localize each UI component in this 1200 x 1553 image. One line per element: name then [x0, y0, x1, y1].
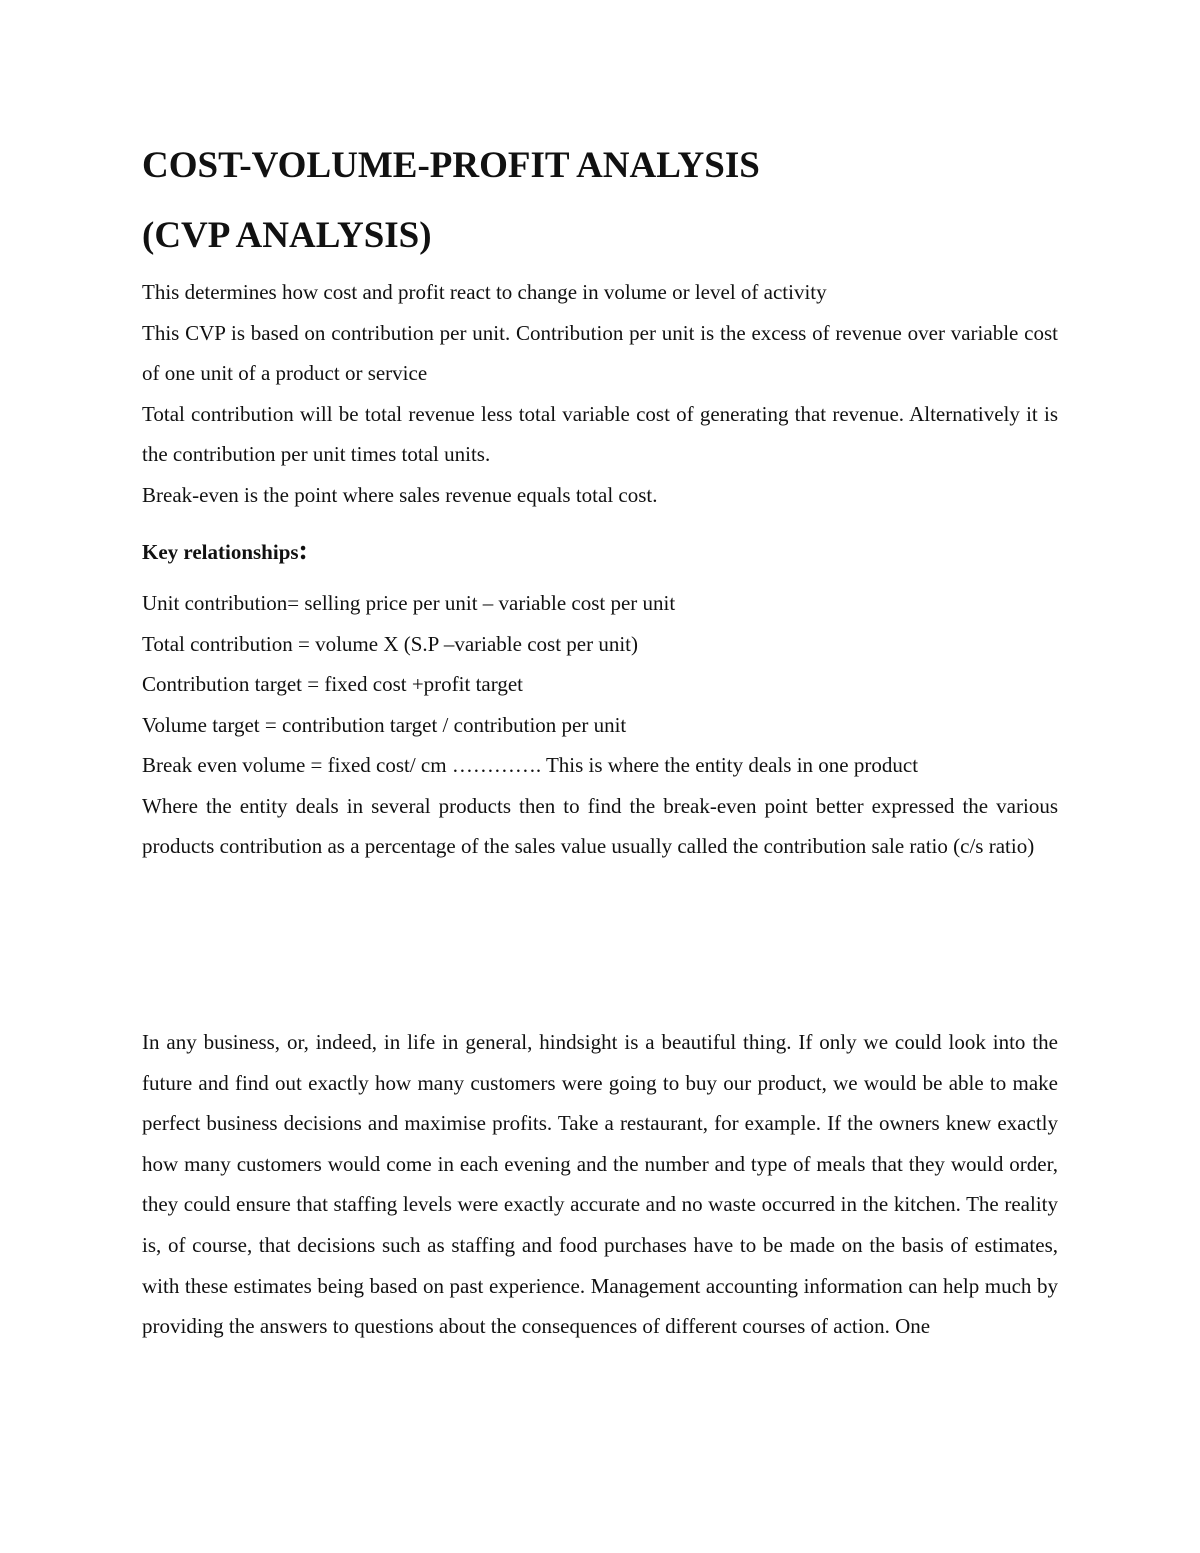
relationship-line: Total contribution = volume X (S.P –variable cost per unit): [142, 631, 639, 656]
relationships-section: [142, 583, 1058, 867]
relationship-line: Contribution target = fixed cost +profit target: [142, 672, 524, 696]
relationship-line: Where the entity deals in several products then to find the break-even point better expressed the various products contribution as a percentage of the sales value usually called the contribution sale ratio (c/s ratio): [142, 793, 1058, 858]
relationship-line: Break even volume = fixed cost/ cm …………. This is where the entity deals in one product: [142, 753, 919, 777]
document-title: COST-VOLUME-PROFIT ANALYSIS: [142, 145, 760, 186]
essay-section: [142, 1022, 1058, 1347]
key-relationships-heading: [142, 531, 308, 572]
document-subtitle: (CVP ANALYSIS): [142, 215, 432, 256]
essay-paragraph: In any business, or, indeed, in life in general, hindsight is a beautiful thing. If only we could look into the future and find out exactly how many customers were going to buy our product, we would be able to make perfect business decisions and maximise profits. Take a restaurant, for example. If the owners knew exactly how many customers would come in each evening and the number and type of meals that they would order, they could ensure that staffing levels were exactly accurate and no waste occurred in the kitchen. The reality is, of course, that decisions such as staffing and food purchases have to be made on the basis of estimates, with these estimates being based on past experience. Management accounting information can help much by providing the answers to questions about the consequences of different courses of action. One: [142, 1030, 1058, 1339]
key-relationships-colon: :: [298, 535, 308, 566]
intro-paragraph: Total contribution will be total revenue less total variable cost of generating that revenue. Alternatively it is the contribution per unit times total units.: [142, 401, 1058, 466]
intro-section: [142, 272, 1058, 515]
relationship-line: Volume target = contribution target / contribution per unit: [142, 712, 627, 737]
intro-paragraph: This determines how cost and profit react to change in volume or level of activity: [142, 280, 827, 304]
intro-paragraph: Break-even is the point where sales revenue equals total cost.: [142, 482, 658, 507]
intro-paragraph: This CVP is based on contribution per unit. Contribution per unit is the excess of revenue over variable cost of one unit of a product or service: [142, 320, 1058, 385]
relationship-line: Unit contribution= selling price per unit – variable cost per unit: [142, 591, 676, 615]
key-relationships-label: Key relationships: [142, 540, 299, 564]
